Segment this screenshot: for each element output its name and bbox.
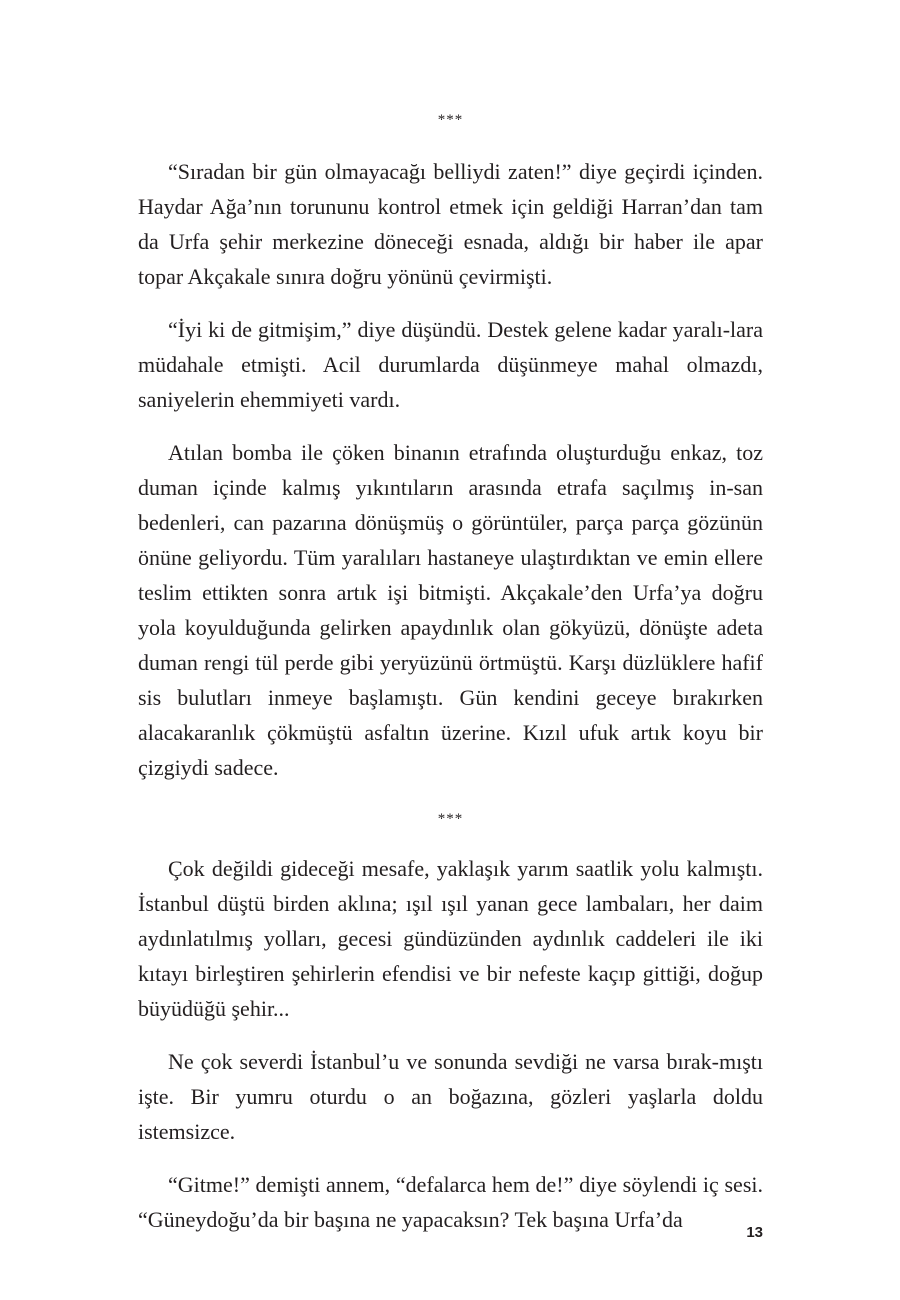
paragraph: Çok değildi gideceği mesafe, yaklaşık yarım saatlik yolu kalmıştı. İstanbul düştü birden aklına; ışıl ışıl yanan gece lambaları, her daim aydınlatılmış yolları, gecesi gündüzünden aydınlık caddeleri ile iki kıtayı birleştiren şehirlerin efendisi ve bir nefeste kaçıp gittiği, doğup büyüdüğü şehir...: [138, 856, 763, 1021]
paragraph: Atılan bomba ile çöken binanın etrafında oluşturduğu enkaz, toz duman içinde kalmış yıkıntıların arasında etrafa saçılmış in-san bedenleri, can pazarına dönüşmüş o görüntüler, parça parça gözünün önüne geliyordu. Tüm yaralıları hastaneye ulaştırdıktan ve emin ellere teslim ettikten sonra artık işi bitmişti. Akçakale’den Urfa’ya doğru yola koyulduğunda gelirken apaydınlık olan gökyüzü, dönüşte adeta duman rengi tül perde gibi yeryüzünü örtmüştü. Karşı düzlüklere hafif sis bulutları inmeye başlamıştı. Gün kendini geceye bırakırken alacakaranlık çökmüştü asfaltın üzerine. Kızıl ufuk artık koyu bir çizgiydi sadece.: [138, 440, 763, 780]
paragraph: Ne çok severdi İstanbul’u ve sonunda sevdiği ne varsa bırak-mıştı işte. Bir yumru oturdu o an boğazına, gözleri yaşlarla doldu istemsizce.: [138, 1049, 763, 1144]
page-number: 13: [746, 1224, 763, 1241]
book-page: [138, 0, 763, 1300]
paragraph: “Gitme!” demişti annem, “defalarca hem de!” diye söylendi iç sesi. “Güneydoğu’da bir başına ne yapacaksın? Tek başına Urfa’da: [138, 1172, 763, 1232]
section-separator: ***: [437, 811, 464, 827]
paragraph: “İyi ki de gitmişim,” diye düşündü. Destek gelene kadar yaralı-lara müdahale etmişti. Acil durumlarda düşünmeye mahal olmazdı, saniyelerin ehemmiyeti vardı.: [138, 317, 763, 412]
paragraph: “Sıradan bir gün olmayacağı belliydi zaten!” diye geçirdi içinden. Haydar Ağa’nın torununu kontrol etmek için geldiği Harran’dan tam da Urfa şehir merkezine döneceği esnada, aldığı bir haber ile apar topar Akçakale sınıra doğru yönünü çevirmişti.: [138, 159, 763, 289]
section-separator: ***: [437, 112, 464, 128]
